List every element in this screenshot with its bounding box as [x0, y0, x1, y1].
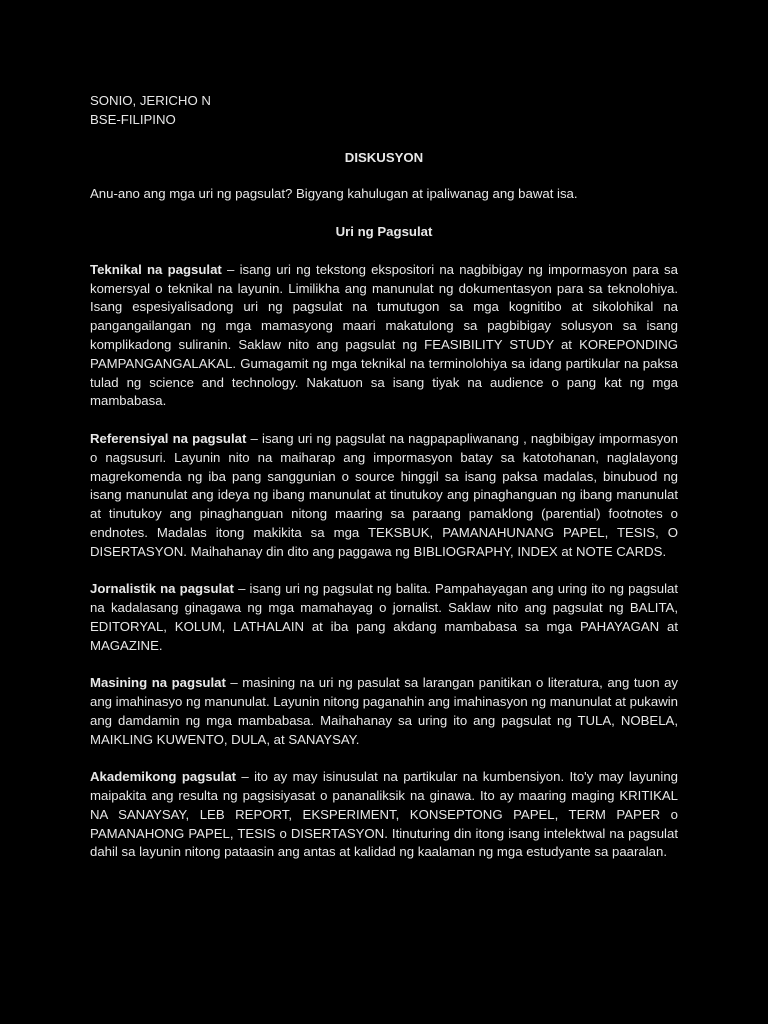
section-text: – isang uri ng tekstong ekspositori na nagbibigay ng impormasyon para sa komersyal o teknikal na layunin. Limilikha ang manunulat ng dokumentasyon para sa teknolohiya. Isang espesiyalisadong uri ng pagsulat na tumutugon sa mga kognitibo at sikolohikal na pangangailangan ng mga mamasyong maari makatulong sa pagbibigay solusyon sa isang komplikadong suliranin. Saklaw nito ang pagsulat ng FEASIBILITY STUDY at KOREPONDING PAMPANGANGALAKAL. Gumagamit ng mga teknikal na terminolohiya sa idang partikular na paksa tulad ng science and technology. Nakatuon sa isang tiyak na audience o pang kat ng mga mambabasa. — [90, 261, 678, 409]
section-text: – ito ay may isinusulat na partikular na kumbensiyon. Ito'y may layuning maipakita ang resulta ng pagsisiyasat o pananaliksik na ginawa. Ito ay maaring maging KRITIKAL NA SANAYSAY, LEB REPORT, EKSPERIMENT, KONSEPTONG PAPEL, TERM PAPER o PAMANAHONG PAPEL, TESIS o DISERTASYON. Itinuturing din itong isang intelektwal na pagsulat dahil sa layunin nitong pataasin ang antas at kalidad ng kaalaman ng mga estudyante sa paaralan. — [90, 769, 678, 860]
section-term: Referensiyal na pagsulat — [90, 430, 247, 446]
section-term: Masining na pagsulat — [90, 675, 226, 691]
section-term: Teknikal na pagsulat — [90, 261, 222, 277]
section-jornalistik — [90, 580, 678, 655]
section-teknikal — [90, 261, 678, 411]
section-term: Jornalistik na pagsulat — [90, 581, 234, 597]
section-term: Akademikong pagsulat — [90, 769, 237, 785]
discussion-question: Anu-ano ang mga uri ng pagsulat? Bigyang kahulugan at ipaliwanag ang bawat isa. — [90, 186, 578, 202]
author-name: SONIO, JERICHO N — [90, 93, 211, 108]
section-text: – isang uri ng pagsulat na nagpapapliwanang , nagbibigay impormasyon o nagsusuri. Layunin nito na maiharap ang impormasyon batay sa katotohanan, naglalayong magrekomenda ng iba pang sanggunian o source hinggil sa isang paksa madalas, binubuod ng isang manunulat ang ideya ng ibang manunulat at tinutukoy ang pinaghanguan ng ibang manunulat at tinutukoy ang pinaghanguan nitong maaring sa paraang pamaklong (parential) footnotes o endnotes. Madalas itong makikita sa mga TEKSBUK, PAMANAHUNANG PAPEL, TESIS, O DISERTASYON. Maihahanay din dito ang paggawa ng BIBLIOGRAPHY, INDEX at NOTE CARDS. — [90, 430, 678, 559]
section-subtitle: Uri ng Pagsulat — [335, 224, 433, 240]
section-text: – masining na uri ng pasulat sa larangan panitikan o literatura, ang tuon ay ang imahinasyo ng manunulat. Layunin nitong paganahin ang imahinasyon ng manunulat at pukawin ang damdamin ng mga mambabasa. Maihahanay sa uring ito ang pagsulat ng TULA, NOBELA, MAIKLING KUWENTO, DULA, at SANAYSAY. — [90, 675, 679, 747]
author-course: BSE-FILIPINO — [90, 111, 176, 127]
document-title: DISKUSYON — [344, 149, 424, 165]
section-akademiko — [90, 768, 678, 862]
section-masining — [90, 674, 678, 749]
author-block — [90, 92, 678, 130]
section-text: – isang uri ng pagsulat ng balita. Pampahayagan ang uring ito ng pagsulat na kadalasang ginagawa ng mga mamahayag o jornalist. Saklaw nito ang pagsulat ng BALITA, EDITORYAL, KOLUM, LATHALAIN at iba pang akdang mambabasa sa mga PAHAYAGAN at MAGAZINE. — [90, 581, 679, 653]
section-referensiyal — [90, 430, 678, 562]
